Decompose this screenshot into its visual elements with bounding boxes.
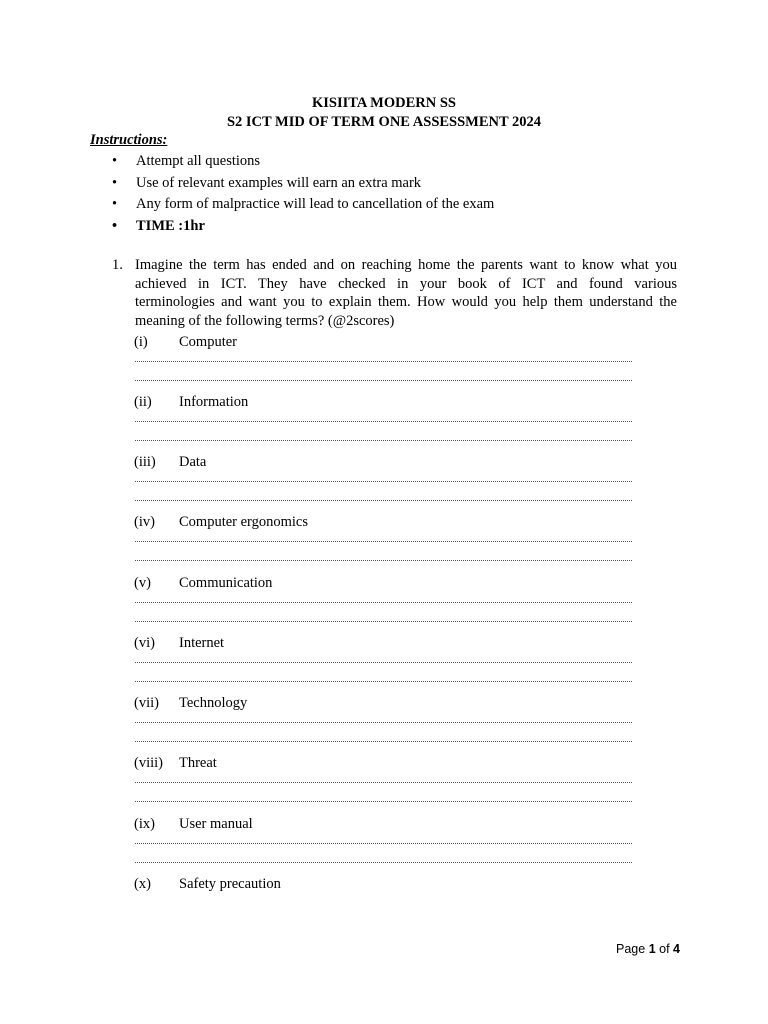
term-numeral: (x) — [134, 876, 151, 892]
term-label: Internet — [179, 635, 225, 651]
answer-line[interactable] — [135, 843, 632, 844]
term-numeral: (ix) — [134, 816, 155, 832]
term-label: User manual — [179, 816, 253, 832]
instruction-item: • Any form of malpractice will lead to cancellation of the exam — [112, 194, 494, 216]
term-label: Computer ergonomics — [179, 514, 309, 530]
instructions-list — [112, 151, 494, 238]
term-label: Data — [179, 454, 207, 470]
bullet-icon: • — [112, 153, 118, 169]
term-item — [134, 754, 634, 814]
term-numeral: (i) — [134, 334, 148, 350]
answer-line[interactable] — [135, 500, 632, 501]
term-numeral: (iv) — [134, 514, 155, 530]
answer-line[interactable] — [135, 421, 632, 422]
answer-line[interactable] — [135, 741, 632, 742]
term-label: Technology — [179, 695, 248, 711]
total-pages: 4 — [673, 942, 680, 956]
question-line: terminologies and want you to explain them. How would you help them understand the — [135, 294, 677, 310]
term-label: Information — [179, 394, 249, 410]
question-line: meaning of the following terms? (@2scores) — [135, 312, 395, 329]
term-item — [134, 634, 634, 694]
term-label: Threat — [179, 755, 217, 771]
answer-line[interactable] — [135, 560, 632, 561]
question-line: Imagine the term has ended and on reaching home the parents want to know what you — [135, 257, 677, 273]
term-item — [134, 574, 634, 634]
instruction-item: • Attempt all questions — [112, 151, 494, 173]
term-numeral: (v) — [134, 575, 151, 591]
page-word: Page — [616, 942, 646, 956]
answer-line[interactable] — [135, 722, 632, 723]
term-item — [134, 875, 634, 935]
bullet-icon: • — [112, 174, 118, 191]
instruction-item: • Use of relevant examples will earn an extra mark — [112, 173, 494, 195]
page-number — [616, 941, 680, 957]
term-item — [134, 393, 634, 453]
answer-line[interactable] — [135, 380, 632, 381]
term-item — [134, 453, 634, 513]
answer-line[interactable] — [135, 801, 632, 802]
answer-line[interactable] — [135, 541, 632, 542]
term-numeral: (vii) — [134, 695, 159, 711]
bullet-icon: • — [112, 218, 118, 235]
term-item — [134, 694, 634, 754]
instruction-item-time: • TIME :1hr — [112, 216, 494, 238]
term-numeral: (viii) — [134, 755, 163, 771]
answer-line[interactable] — [135, 621, 632, 622]
answer-line[interactable] — [135, 662, 632, 663]
term-label: Communication — [179, 575, 273, 591]
of-word: of — [659, 942, 670, 956]
question-text — [135, 256, 677, 330]
term-label: Computer — [179, 334, 237, 350]
exam-title: S2 ICT MID OF TERM ONE ASSESSMENT 2024 — [226, 114, 542, 130]
current-page: 1 — [648, 942, 656, 956]
school-name: KISIITA MODERN SS — [312, 95, 456, 111]
answer-line[interactable] — [135, 681, 632, 682]
answer-line[interactable] — [135, 481, 632, 482]
answer-line[interactable] — [135, 602, 632, 603]
term-label: Safety precaution — [179, 876, 281, 892]
bullet-icon: • — [112, 196, 118, 213]
answer-line[interactable] — [135, 782, 632, 783]
question-number: 1. — [112, 257, 123, 273]
term-numeral: (iii) — [134, 454, 156, 470]
term-item — [134, 815, 634, 875]
term-item — [134, 513, 634, 573]
answer-line[interactable] — [135, 361, 632, 362]
term-numeral: (vi) — [134, 635, 155, 651]
term-numeral: (ii) — [134, 394, 152, 410]
answer-line[interactable] — [135, 440, 632, 441]
answer-line[interactable] — [135, 862, 632, 863]
question-line: achieved in ICT. They have checked in your book of ICT and found various — [135, 275, 677, 292]
term-item — [134, 333, 634, 393]
instructions-heading: Instructions: — [90, 132, 168, 148]
